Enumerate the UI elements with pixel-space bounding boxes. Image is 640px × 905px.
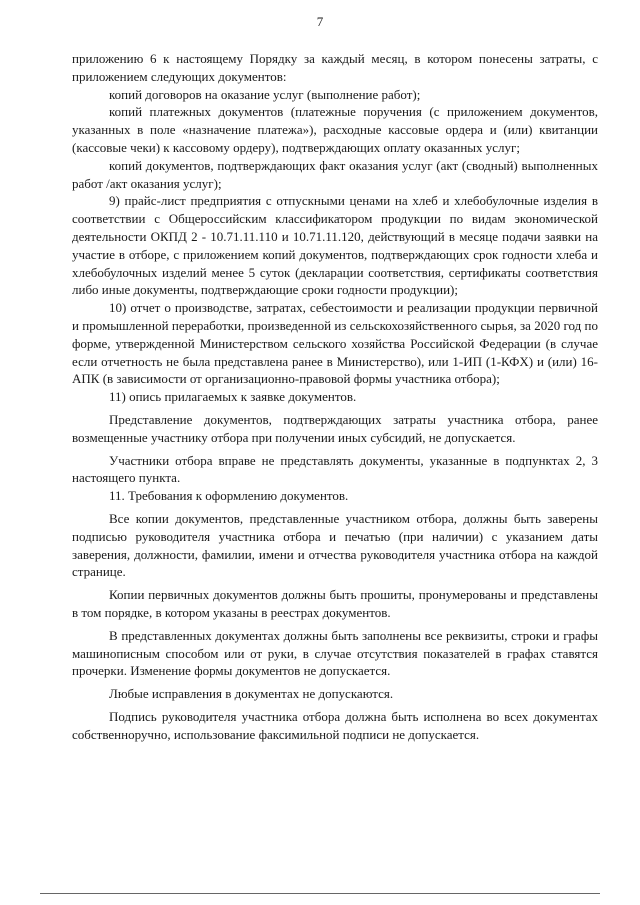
document-body [72, 50, 598, 743]
paragraph-item-10: 10) отчет о производстве, затратах, себестоимости и реализации продукции первичной и промышленной переработки, произведенной из сельскохозяйственного сырья, за 2020 год по форме, утвержденной Министерством сельского хозяйства Российской Федерации (в случае если отчетность не была представлена ранее в Министерство), или 1-ИП (1-КФХ) и (или) 16-АПК (в зависимости от организационно-правовой формы участника отбора); [72, 300, 598, 387]
paragraph-item-11: 11) опись прилагаемых к заявке документов. [109, 389, 357, 405]
paragraph-optional-docs: Участники отбора вправе не представлять документы, указанные в подпунктах 2, 3 настоящего пункта. [72, 452, 598, 486]
paragraph-service-acts: копий документов, подтверждающих факт оказания услуг (акт (сводный) выполненных работ /акт оказания услуг); [72, 157, 598, 191]
paragraph-intro: приложению 6 к настоящему Порядку за каждый месяц, в котором понесены затраты, с приложением следующих документов: [72, 51, 598, 84]
paragraph-no-corrections: Любые исправления в документах не допускаются. [109, 686, 394, 702]
paragraph-binding: Копии первичных документов должны быть прошиты, пронумерованы и представлены в том порядке, в котором указаны в реестрах документов. [72, 587, 598, 620]
paragraph-item-9: 9) прайс-лист предприятия с отпускными ценами на хлеб и хлебобулочные изделия в соответствии с Общероссийским классификатором продукции по видам экономической деятельности ОКПД 2 - 10.71.11.110 и 10.71.11.120, действующий в месяце подачи заявки на участие в отборе, с приложением копий документов, подтверждающих срок годности хлеба и хлебобулочных изделий менее 5 суток (декларации соответствия, сертификаты соответствия либо иные документы, подтверждающие сроки годности продукции); [72, 193, 598, 298]
paragraph-fill-requirements: В представленных документах должны быть заполнены все реквизиты, строки и графы машинописным способом или от руки, в случае отсутствия показателей в графах ставятся прочерки. Изменение формы документов не допускается. [72, 627, 598, 679]
paragraph-contracts: копий договоров на оказание услуг (выполнение работ); [109, 86, 421, 102]
section-heading-11: 11. Требования к оформлению документов. [109, 488, 349, 504]
page-number: 7 [316, 14, 324, 29]
footer-divider [40, 893, 600, 894]
paragraph-reimbursed: Представление документов, подтверждающих затраты участника отбора, ранее возмещенные участнику отбора при получении иных субсидий, не допускается. [72, 411, 598, 445]
paragraph-payment-docs: копий платежных документов (платежные поручения (с приложением документов, указанных в поле «назначение платежа»), расходные кассовые ордера и (или) квитанции (кассовые чеки) к кассовому ордеру), подтверждающих оплату оказанных услуг; [72, 104, 598, 155]
paragraph-signature: Подпись руководителя участника отбора должна быть исполнена во всех документах собственноручно, использование факсимильной подписи не допускается. [72, 708, 598, 742]
paragraph-certification: Все копии документов, представленные участником отбора, должны быть заверены подписью руководителя участника отбора и печатью (при наличии) с указанием даты заверения, должности, фамилии, имени и отчества руководителя участника отбора на каждой странице. [72, 510, 598, 580]
